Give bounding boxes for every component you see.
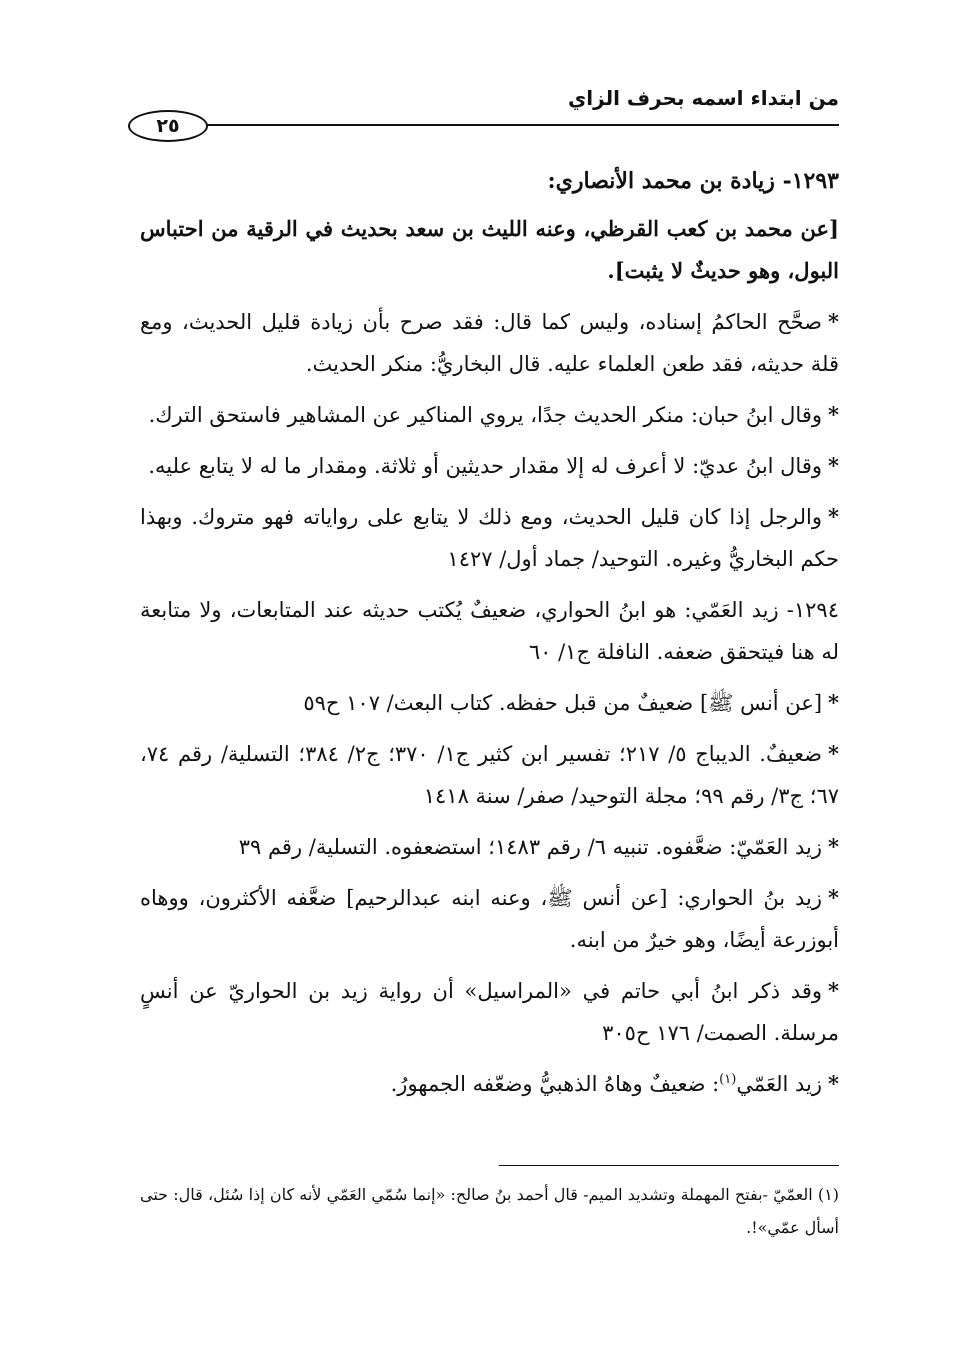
comment-text: زيد بنُ الحواري: [عن أنس ﷺ، وعنه ابنه عبدالرحيم] ضعَّفه الأكثرون، ووهاه أبوزرعة أيضًا، وهو خيرٌ من ابنه. — [140, 886, 839, 952]
entry-heading-1293: ١٢٩٣- زيادة بن محمد الأنصاري: — [547, 168, 839, 194]
comment-paragraph — [140, 301, 839, 385]
comment-text: وقال ابنُ حبان: منكر الحديث جدًا، يروي المناكير عن المشاهير فاستحق الترك. — [148, 403, 823, 427]
page-body — [140, 160, 839, 1114]
comment-paragraph — [140, 733, 839, 817]
footnote: (١) العمّيّ -بفتح المهملة وتشديد الميم- قال أحمد بنُ صالح: «إنما سُمّي العَمّي لأنه كان إذا سُئل، قال: حتى أسأل عمّي»!. — [140, 1185, 839, 1237]
comment-text: [عن أنس ﷺ] ضعيفٌ من قبل حفظه. كتاب البعث/ ١٠٧ ح٥٩ — [303, 691, 823, 715]
star-bullet-icon: * — [828, 453, 839, 478]
star-bullet-icon: * — [828, 741, 839, 766]
running-title: من ابتداء اسمه بحرف الزاي — [567, 86, 839, 110]
comment-text: والرجل إذا كان قليل الحديث، ومع ذلك لا يتابع على رواياته فهو متروك. وبهذا حكم البخاريُّ وغيره. التوحيد/ جماد أول/ ١٤٢٧ — [140, 505, 839, 571]
header-rule — [140, 124, 839, 126]
page-number-badge: ٢٥ — [128, 110, 208, 142]
comment-paragraph — [140, 877, 839, 961]
footnote-rule — [499, 1165, 839, 1166]
comment-paragraph — [140, 496, 839, 580]
star-bullet-icon: * — [828, 504, 839, 529]
comment-paragraph — [140, 394, 839, 436]
hadith-text-1293: [عن محمد بن كعب القرظي، وعنه الليث بن سعد بحديث في الرقية من احتباس البول، وهو حديثٌ لا يثبت]. — [140, 216, 839, 283]
comment-text: صحَّح الحاكمُ إسناده، وليس كما قال: فقد صرح بأن زيادة قليل الحديث، ومع قلة حديثه، فقد طعن العلماء عليه. قال البخاريُّ: منكر الحديث. — [140, 310, 839, 376]
star-bullet-icon: * — [828, 402, 839, 427]
entry-1294: ١٢٩٤- زيد العَمّي: هو ابنُ الحواري، ضعيفٌ يُكتب حديثه عند المتابعات، ولا متابعة له هنا فيتحقق ضعفه. النافلة ج١/ ٦٠ — [140, 598, 839, 664]
comment-text: وقد ذكر ابنُ أبي حاتم في «المراسيل» أن رواية زيد بن الحواريّ عن أنسٍ مرسلة. الصمت/ ١٧٦ ح٣٠٥ — [140, 979, 839, 1045]
comment-text: زيد العَمّيّ: ضعَّفوه. تنبيه ٦/ رقم ١٤٨٣؛ استضعفوه. التسلية/ رقم ٣٩ — [238, 835, 823, 859]
comment-paragraph — [140, 682, 839, 724]
comment-paragraph — [140, 970, 839, 1054]
comment-paragraph — [140, 445, 839, 487]
comment-text: زيد العَمّي — [736, 1072, 823, 1096]
comment-text: : ضعيفٌ وهاهُ الذهبيُّ وضعّفه الجمهورُ. — [390, 1072, 720, 1096]
star-bullet-icon: * — [828, 834, 839, 859]
star-bullet-icon: * — [828, 309, 839, 334]
star-bullet-icon: * — [828, 690, 839, 715]
comment-paragraph — [140, 1063, 839, 1105]
comment-paragraph — [140, 826, 839, 868]
star-bullet-icon: * — [828, 1071, 839, 1096]
comment-text: ضعيفٌ. الديباج ٥/ ٢١٧؛ تفسير ابن كثير ج١/ ٣٧٠؛ ج٢/ ٣٨٤؛ التسلية/ رقم ٧٤، ٦٧؛ ج٣/ رقم ٩٩؛ مجلة التوحيد/ صفر/ سنة ١٤١٨ — [140, 742, 839, 808]
comment-text: وقال ابنُ عديّ: لا أعرف له إلا مقدار حديثين أو ثلاثة. ومقدار ما له لا يتابع عليه. — [148, 454, 823, 478]
footnote-reference[interactable]: (١) — [719, 1072, 737, 1087]
star-bullet-icon: * — [828, 978, 839, 1003]
star-bullet-icon: * — [828, 885, 839, 910]
